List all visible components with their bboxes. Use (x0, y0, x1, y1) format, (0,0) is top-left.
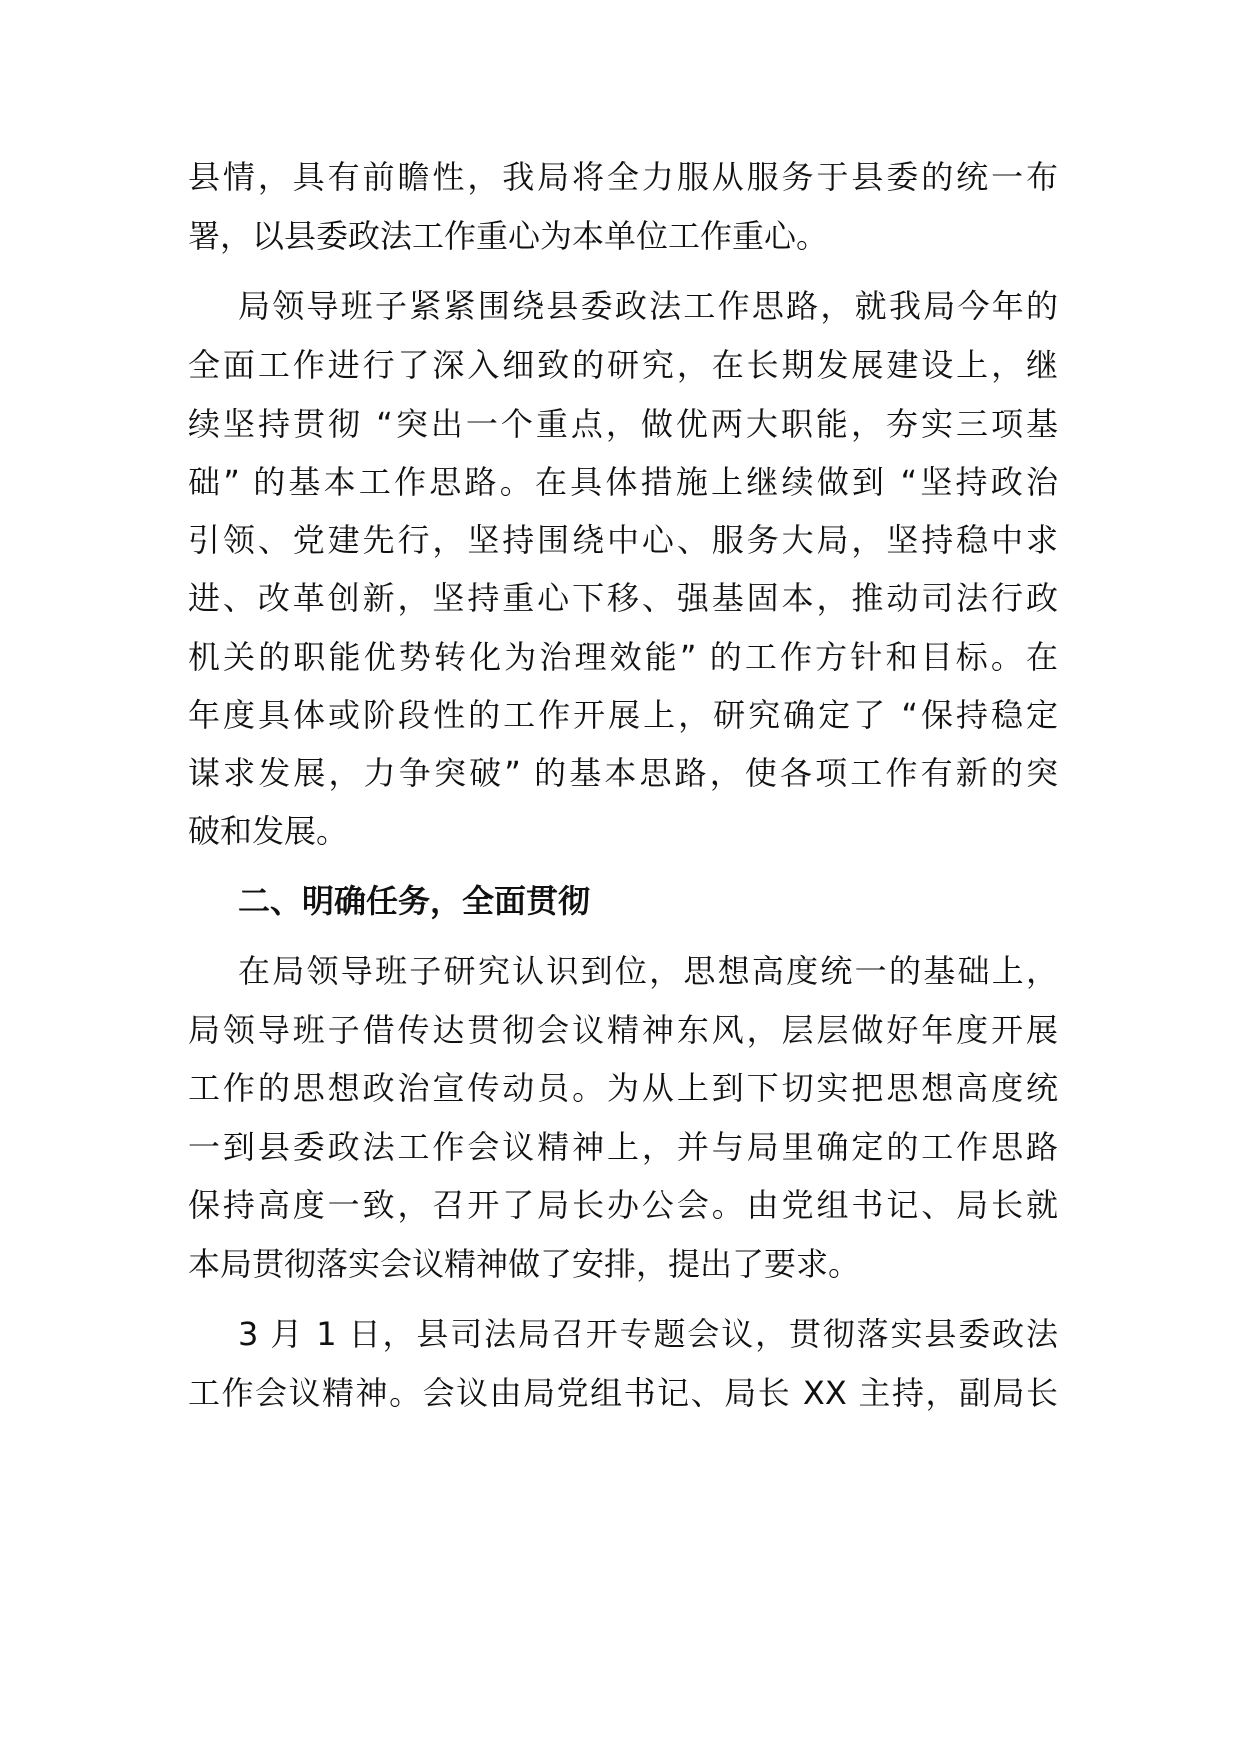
paragraph-line: 引领、党建先行，坚持围绕中心、服务大局，坚持稳中求 (188, 521, 1058, 559)
paragraph-line: 进、改革创新，坚持重心下移、强基固本，推动司法行政 (188, 579, 1058, 617)
paragraph-line: 续坚持贯彻 “突出一个重点，做优两大职能，夯实三项基 (188, 405, 1058, 443)
paragraph-line: 一到县委政法工作会议精神上，并与局里确定的工作思路 (188, 1128, 1058, 1166)
paragraph-line: 本局贯彻落实会议精神做了安排，提出了要求。 (188, 1245, 861, 1283)
paragraph-line: 全面工作进行了深入细致的研究，在长期发展建设上，继 (188, 346, 1058, 384)
paragraph-line: 年度具体或阶段性的工作开展上，研究确定了 “保持稳定 (188, 696, 1058, 734)
paragraph-line: 础” 的基本工作思路。在具体措施上继续做到 “坚持政治 (188, 463, 1058, 501)
paragraph-line: 局领导班子借传达贯彻会议精神东风，层层做好年度开展 (188, 1011, 1058, 1049)
section-heading: 二、明确任务，全面贯彻 (238, 882, 591, 920)
paragraph-line: 工作的思想政治宣传动员。为从上到下切实把思想高度统 (188, 1069, 1058, 1107)
paragraph-line: 谋求发展，力争突破” 的基本思路，使各项工作有新的突 (188, 754, 1058, 792)
paragraph-line: 保持高度一致，召开了局长办公会。由党组书记、局长就 (188, 1186, 1058, 1224)
paragraph-line: 县情，具有前瞻性，我局将全力服从服务于县委的统一布 (188, 158, 1058, 196)
paragraph-line: 署，以县委政法工作重心为本单位工作重心。 (188, 217, 829, 255)
paragraph-line: 机关的职能优势转化为治理效能” 的工作方针和目标。在 (188, 638, 1058, 676)
paragraph-line: 破和发展。 (188, 812, 349, 850)
paragraph-line: 工作会议精神。会议由局党组书记、局长 XX 主持，副局长 (188, 1374, 1058, 1412)
paragraph-line: 局领导班子紧紧围绕县委政法工作思路，就我局今年的 (238, 287, 1058, 325)
paragraph-line: 3 月 1 日，县司法局召开专题会议，贯彻落实县委政法 (238, 1315, 1058, 1353)
paragraph-line: 在局领导班子研究认识到位，思想高度统一的基础上， (238, 952, 1058, 990)
